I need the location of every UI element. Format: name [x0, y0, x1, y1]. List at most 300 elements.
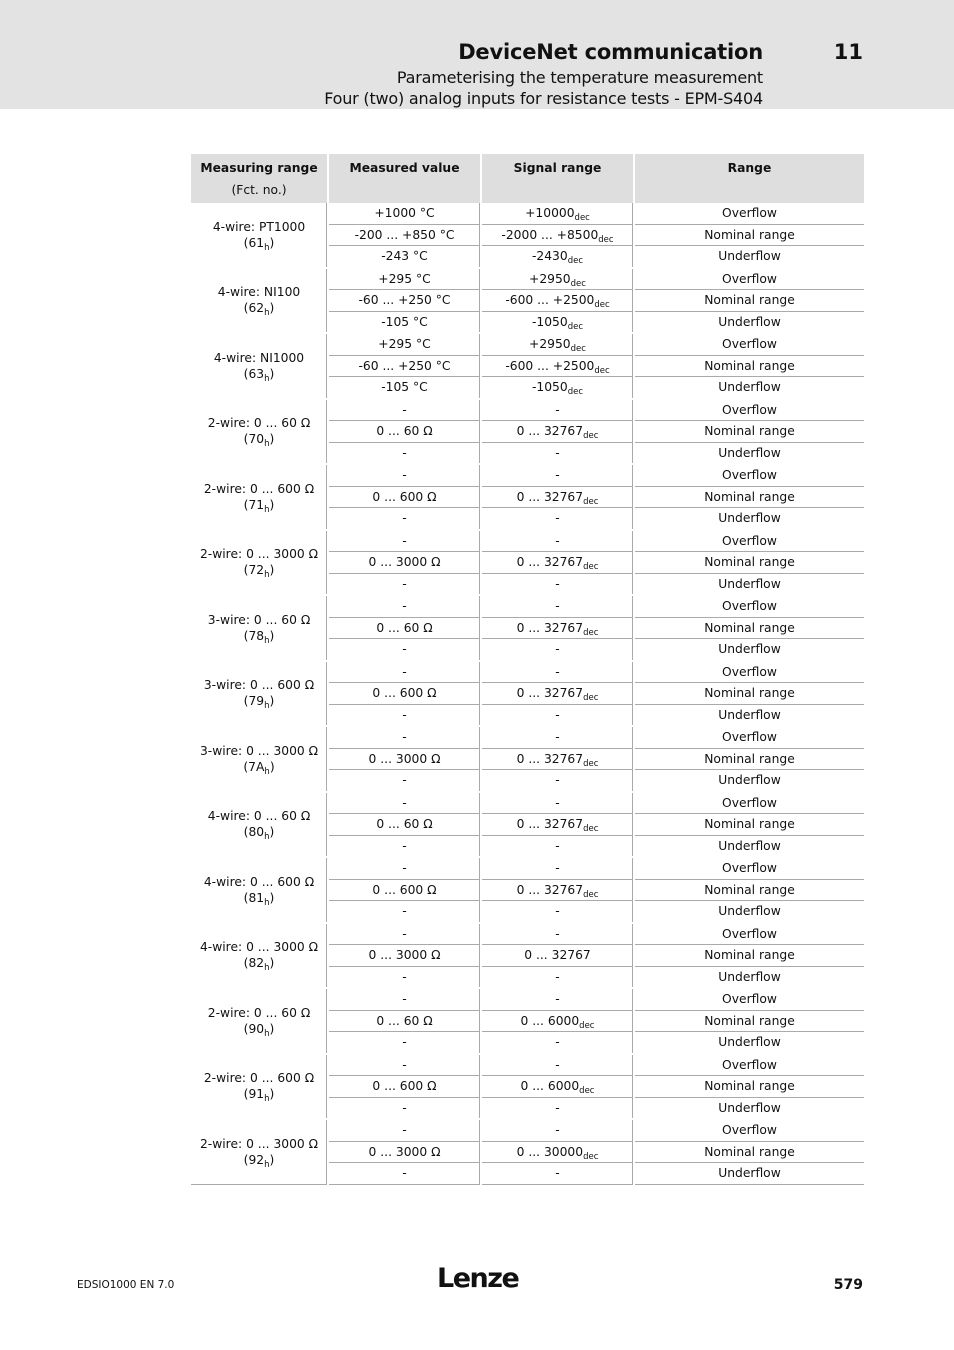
measured-value-cell: -: [328, 1163, 481, 1185]
measured-value-cell: -: [328, 704, 481, 726]
range-cell: Nominal range: [634, 945, 864, 967]
range-cell: Overflow: [634, 464, 864, 486]
function-number-code: 7A: [248, 759, 265, 774]
measured-value-cell: 0 ... 600 Ω: [328, 486, 481, 508]
measuring-range-name: 4-wire: NI1000: [213, 350, 305, 365]
signal-range-value: 0 ... 32767: [516, 882, 584, 897]
signal-range-cell: [481, 988, 634, 1010]
range-cell: Underflow: [634, 835, 864, 857]
signal-range-value: 0 ... 30000: [516, 1144, 584, 1159]
signal-range-cell: [481, 923, 634, 945]
signal-range-cell: [481, 573, 634, 595]
signal-range-cell: [481, 901, 634, 923]
measured-value-cell: -: [328, 442, 481, 464]
function-number-code: 81: [248, 890, 265, 905]
measuring-range-name: 2-wire: 0 ... 3000 Ω: [199, 1136, 319, 1151]
signal-range-cell: [481, 355, 634, 377]
measuring-range-cell: [191, 1054, 328, 1120]
function-number-code: 62: [248, 301, 265, 316]
signal-range-unit: dec: [567, 387, 584, 398]
signal-range-unit: dec: [574, 213, 590, 224]
hex-suffix: h: [264, 1159, 270, 1170]
table-row: [191, 464, 864, 486]
range-cell: Underflow: [634, 1163, 864, 1185]
measured-value-cell: -: [328, 835, 481, 857]
signal-range-unit: dec: [583, 496, 599, 507]
signal-range-cell: [481, 464, 634, 486]
range-cell: Overflow: [634, 595, 864, 617]
signal-range-value: -2430: [531, 249, 568, 264]
measuring-range-name: 3-wire: 0 ... 600 Ω: [203, 678, 315, 693]
signal-range-cell: [481, 661, 634, 683]
range-cell: Underflow: [634, 966, 864, 988]
signal-range-cell: [481, 290, 634, 312]
measured-value-cell: -: [328, 1119, 481, 1141]
subsection-subtitle: Four (two) analog inputs for resistance tests - EPM-S404: [324, 89, 763, 108]
signal-range-value: -600 ... +2500: [505, 358, 595, 373]
measured-value-cell: 0 ... 60 Ω: [328, 1010, 481, 1032]
measured-value-cell: -: [328, 639, 481, 661]
table-row: [191, 595, 864, 617]
measured-value-cell: -: [328, 573, 481, 595]
hex-suffix: h: [264, 766, 270, 777]
hex-suffix: h: [264, 897, 270, 908]
range-cell: Nominal range: [634, 224, 864, 246]
table-row: [191, 333, 864, 355]
range-cell: Overflow: [634, 1119, 864, 1141]
range-cell: Overflow: [634, 923, 864, 945]
range-cell: Nominal range: [634, 683, 864, 705]
hex-suffix: h: [264, 635, 270, 646]
signal-range-value: -: [555, 576, 560, 591]
table-header-row: [191, 154, 864, 203]
signal-range-cell: [481, 552, 634, 574]
measuring-range-cell: [191, 988, 328, 1054]
measuring-range-cell: [191, 464, 328, 530]
measuring-range-cell: [191, 595, 328, 661]
measured-value-cell: 0 ... 600 Ω: [328, 1076, 481, 1098]
signal-range-value: -: [555, 642, 560, 657]
range-cell: Overflow: [634, 268, 864, 290]
measuring-range-cell: [191, 792, 328, 858]
function-number-code: 79: [248, 694, 265, 709]
signal-range-cell: [481, 595, 634, 617]
signal-range-unit: dec: [583, 1151, 599, 1162]
hex-suffix: h: [264, 570, 270, 581]
range-cell: Underflow: [634, 639, 864, 661]
signal-range-unit: dec: [579, 1020, 595, 1031]
range-cell: Overflow: [634, 726, 864, 748]
signal-range-cell: [481, 1141, 634, 1163]
table-row: [191, 726, 864, 748]
signal-range-cell: [481, 1119, 634, 1141]
hex-suffix: h: [264, 1028, 270, 1039]
function-number-code: 72: [248, 563, 265, 578]
range-cell: Nominal range: [634, 486, 864, 508]
hex-suffix: h: [264, 963, 270, 974]
measuring-range-cell: [191, 857, 328, 923]
measuring-range-cell: [191, 726, 328, 792]
range-cell: Overflow: [634, 857, 864, 879]
table-body: [191, 203, 864, 1184]
signal-range-cell: [481, 726, 634, 748]
range-cell: Overflow: [634, 399, 864, 421]
signal-range-value: -: [555, 969, 560, 984]
measured-value-cell: -243 °C: [328, 246, 481, 268]
signal-range-cell: [481, 224, 634, 246]
range-cell: Underflow: [634, 311, 864, 333]
signal-range-cell: [481, 879, 634, 901]
measured-value-cell: 0 ... 60 Ω: [328, 421, 481, 443]
range-cell: Nominal range: [634, 1010, 864, 1032]
function-number-code: 91: [248, 1087, 265, 1102]
signal-range-value: 0 ... 32767: [516, 817, 584, 832]
signal-range-cell: [481, 377, 634, 399]
signal-range-value: -: [555, 1123, 560, 1138]
range-cell: Nominal range: [634, 421, 864, 443]
signal-range-value: -: [555, 664, 560, 679]
measuring-range-cell: [191, 399, 328, 465]
signal-range-value: -600 ... +2500: [505, 293, 595, 308]
function-number: $(72_h)$: [243, 563, 275, 581]
range-cell: Nominal range: [634, 1141, 864, 1163]
page-title: DeviceNet communication: [458, 40, 763, 64]
signal-range-value: 0 ... 32767: [516, 489, 584, 504]
signal-range-unit: dec: [570, 278, 586, 289]
measured-value-cell: 0 ... 3000 Ω: [328, 552, 481, 574]
page-number: 579: [833, 1277, 863, 1293]
signal-range-value: -: [555, 445, 560, 460]
signal-range-value: -: [555, 904, 560, 919]
measuring-range-name: 4-wire: PT1000: [212, 219, 306, 234]
hex-suffix: h: [264, 1094, 270, 1105]
measuring-range-cell: [191, 203, 328, 268]
measured-value-cell: 0 ... 3000 Ω: [328, 1141, 481, 1163]
signal-range-value: -: [555, 1100, 560, 1115]
measuring-range-cell: [191, 661, 328, 727]
table-row: [191, 661, 864, 683]
measuring-range-name: 3-wire: 0 ... 3000 Ω: [199, 743, 319, 758]
hex-suffix: h: [264, 242, 270, 253]
function-number-code: 80: [248, 825, 265, 840]
function-number: $(79_h)$: [243, 694, 275, 712]
hex-suffix: h: [264, 308, 270, 319]
signal-range-value: 0 ... 32767: [516, 620, 584, 635]
measured-value-cell: -105 °C: [328, 311, 481, 333]
table-row: [191, 1054, 864, 1076]
signal-range-unit: dec: [567, 321, 584, 332]
signal-range-value: -: [555, 861, 560, 876]
signal-range-cell: [481, 508, 634, 530]
function-number-code: 92: [248, 1152, 265, 1167]
function-number: $(63_h)$: [243, 366, 275, 384]
range-cell: Nominal range: [634, 879, 864, 901]
function-number: $(91_h)$: [243, 1087, 275, 1105]
function-number: $(90_h)$: [243, 1021, 275, 1039]
measured-value-cell: -: [328, 792, 481, 814]
signal-range-cell: [481, 1076, 634, 1098]
signal-range-value: -: [555, 992, 560, 1007]
signal-range-value: -: [555, 1166, 560, 1181]
range-cell: Overflow: [634, 333, 864, 355]
signal-range-value: -: [555, 926, 560, 941]
range-cell: Nominal range: [634, 814, 864, 836]
signal-range-cell: [481, 311, 634, 333]
measured-value-cell: +1000 °C: [328, 203, 481, 224]
col-header-measuring-range: [191, 154, 328, 203]
signal-range-cell: [481, 683, 634, 705]
measuring-range-cell: [191, 530, 328, 596]
range-cell: Overflow: [634, 1054, 864, 1076]
function-number-code: 71: [248, 497, 265, 512]
measured-value-cell: -: [328, 770, 481, 792]
measured-value-cell: 0 ... 3000 Ω: [328, 748, 481, 770]
signal-range-value: 0 ... 6000: [520, 1079, 580, 1094]
measuring-range-name: 2-wire: 0 ... 60 Ω: [207, 1005, 311, 1020]
measured-value-cell: -: [328, 988, 481, 1010]
signal-range-value: -: [555, 838, 560, 853]
measured-value-cell: -60 ... +250 °C: [328, 355, 481, 377]
measuring-range-cell: [191, 923, 328, 989]
hex-suffix: h: [264, 373, 270, 384]
measuring-range-name: 4-wire: 0 ... 3000 Ω: [199, 940, 319, 955]
hex-suffix: h: [264, 701, 270, 712]
measured-value-cell: -: [328, 595, 481, 617]
measured-value-cell: -: [328, 923, 481, 945]
range-cell: Underflow: [634, 573, 864, 595]
range-cell: Overflow: [634, 203, 864, 224]
measured-value-cell: -: [328, 464, 481, 486]
function-number: $(81_h)$: [243, 890, 275, 908]
measured-value-cell: +295 °C: [328, 268, 481, 290]
function-number-code: 90: [248, 1021, 265, 1036]
signal-range-value: 0 ... 32767: [516, 424, 584, 439]
range-cell: Underflow: [634, 377, 864, 399]
signal-range-unit: dec: [583, 431, 599, 442]
range-cell: Overflow: [634, 530, 864, 552]
signal-range-unit: dec: [583, 889, 599, 900]
signal-range-value: +2950: [529, 271, 571, 286]
signal-range-cell: [481, 814, 634, 836]
measured-value-cell: +295 °C: [328, 333, 481, 355]
table-row: [191, 857, 864, 879]
signal-range-value: -: [555, 599, 560, 614]
signal-range-cell: [481, 748, 634, 770]
hex-suffix: h: [264, 504, 270, 515]
range-cell: Underflow: [634, 246, 864, 268]
measured-value-cell: -: [328, 726, 481, 748]
signal-range-cell: [481, 333, 634, 355]
range-cell: Nominal range: [634, 748, 864, 770]
col-header-measured-value: Measured value: [328, 154, 481, 203]
hex-suffix: h: [264, 832, 270, 843]
signal-range-cell: [481, 770, 634, 792]
signal-range-value: -: [555, 468, 560, 483]
measured-value-cell: -105 °C: [328, 377, 481, 399]
function-number: $(7A_h)$: [243, 759, 275, 777]
table-row: [191, 399, 864, 421]
signal-range-cell: [481, 639, 634, 661]
signal-range-unit: dec: [598, 234, 614, 245]
section-subtitle: Parameterising the temperature measurement: [396, 68, 763, 87]
range-cell: Underflow: [634, 1097, 864, 1119]
measured-value-cell: 0 ... 60 Ω: [328, 814, 481, 836]
function-number-code: 63: [248, 366, 265, 381]
signal-range-cell: [481, 530, 634, 552]
measured-value-cell: -: [328, 399, 481, 421]
function-number: $(92_h)$: [243, 1152, 275, 1170]
hex-suffix: h: [264, 439, 270, 450]
col-header-signal-range: Signal range: [481, 154, 634, 203]
range-cell: Underflow: [634, 1032, 864, 1054]
signal-range-value: -: [555, 730, 560, 745]
signal-range-unit: dec: [583, 693, 599, 704]
range-cell: Nominal range: [634, 617, 864, 639]
measuring-range-name: 2-wire: 0 ... 60 Ω: [207, 416, 311, 431]
signal-range-value: -: [555, 795, 560, 810]
table-row: [191, 988, 864, 1010]
function-number: $(82_h)$: [243, 956, 275, 974]
signal-range-value: -1050: [531, 314, 568, 329]
measuring-range-table: [191, 154, 864, 1185]
signal-range-unit: dec: [583, 758, 599, 769]
measuring-range-cell: [191, 333, 328, 399]
signal-range-cell: [481, 421, 634, 443]
col-header-range: Range: [634, 154, 864, 203]
signal-range-value: -: [555, 511, 560, 526]
measuring-range-name: 3-wire: 0 ... 60 Ω: [207, 612, 311, 627]
measuring-range-cell: [191, 1119, 328, 1184]
signal-range-unit: dec: [579, 1086, 595, 1097]
signal-range-cell: [481, 1097, 634, 1119]
signal-range-unit: dec: [583, 627, 599, 638]
signal-range-value: -: [555, 402, 560, 417]
function-number: $(61_h)$: [243, 235, 275, 253]
lenze-logo: Lenze: [437, 1263, 519, 1294]
range-cell: Underflow: [634, 770, 864, 792]
signal-range-cell: [481, 617, 634, 639]
measuring-range-name: 4-wire: NI100: [217, 285, 301, 300]
table-row: [191, 923, 864, 945]
signal-range-value: -: [555, 773, 560, 788]
signal-range-value: -2000 ... +8500: [501, 227, 599, 242]
signal-range-cell: [481, 1032, 634, 1054]
signal-range-cell: [481, 1010, 634, 1032]
signal-range-value: -: [555, 1057, 560, 1072]
range-cell: Nominal range: [634, 290, 864, 312]
measured-value-cell: -: [328, 1054, 481, 1076]
signal-range-value: +2950: [529, 337, 571, 352]
signal-range-cell: [481, 1054, 634, 1076]
range-cell: Underflow: [634, 704, 864, 726]
table-row: [191, 792, 864, 814]
measured-value-cell: 0 ... 600 Ω: [328, 683, 481, 705]
signal-range-cell: [481, 486, 634, 508]
range-cell: Nominal range: [634, 355, 864, 377]
signal-range-cell: [481, 399, 634, 421]
measured-value-cell: -: [328, 966, 481, 988]
signal-range-cell: [481, 966, 634, 988]
function-number: $(71_h)$: [243, 497, 275, 515]
measured-value-cell: -: [328, 1097, 481, 1119]
function-number: $(70_h)$: [243, 432, 275, 450]
signal-range-unit: dec: [583, 562, 599, 573]
range-cell: Overflow: [634, 988, 864, 1010]
signal-range-cell: [481, 246, 634, 268]
signal-range-value: 0 ... 32767: [516, 555, 584, 570]
range-cell: Underflow: [634, 901, 864, 923]
col-header-fct-no-label: (Fct. no.): [231, 183, 287, 197]
signal-range-value: 0 ... 32767: [516, 686, 584, 701]
range-cell: Nominal range: [634, 1076, 864, 1098]
measured-value-cell: 0 ... 600 Ω: [328, 879, 481, 901]
signal-range-unit: dec: [594, 300, 610, 311]
measuring-range-name: 4-wire: 0 ... 60 Ω: [207, 809, 311, 824]
signal-range-value: -: [555, 707, 560, 722]
signal-range-cell: [481, 268, 634, 290]
table-row: [191, 203, 864, 224]
measured-value-cell: -: [328, 901, 481, 923]
signal-range-cell: [481, 792, 634, 814]
col-header-measuring-range-label: Measuring range: [200, 161, 318, 175]
range-cell: Underflow: [634, 508, 864, 530]
measured-value-cell: -200 ... +850 °C: [328, 224, 481, 246]
measured-value-cell: -: [328, 530, 481, 552]
measured-value-cell: 0 ... 60 Ω: [328, 617, 481, 639]
measuring-range-name: 2-wire: 0 ... 600 Ω: [203, 1071, 315, 1086]
measured-value-cell: 0 ... 3000 Ω: [328, 945, 481, 967]
measuring-range-cell: [191, 268, 328, 334]
measured-value-cell: -: [328, 508, 481, 530]
table-row: [191, 1119, 864, 1141]
measured-value-cell: -: [328, 661, 481, 683]
signal-range-cell: [481, 442, 634, 464]
measured-value-cell: -: [328, 857, 481, 879]
chapter-number: 11: [833, 40, 863, 64]
table-row: [191, 530, 864, 552]
function-number: $(80_h)$: [243, 825, 275, 843]
function-number: $(62_h)$: [243, 301, 275, 319]
signal-range-value: 0 ... 6000: [520, 1013, 580, 1028]
measured-value-cell: -: [328, 1032, 481, 1054]
function-number-code: 61: [248, 235, 265, 250]
signal-range-value: 0 ... 32767: [516, 751, 584, 766]
signal-range-value: -1050: [531, 380, 568, 395]
signal-range-cell: [481, 704, 634, 726]
range-cell: Underflow: [634, 442, 864, 464]
signal-range-cell: [481, 945, 634, 967]
table-row: [191, 268, 864, 290]
measured-value-cell: -60 ... +250 °C: [328, 290, 481, 312]
measuring-range-name: 2-wire: 0 ... 600 Ω: [203, 481, 315, 496]
range-cell: Overflow: [634, 792, 864, 814]
signal-range-cell: [481, 1163, 634, 1185]
signal-range-unit: dec: [594, 365, 610, 376]
signal-range-cell: [481, 835, 634, 857]
measuring-range-name: 2-wire: 0 ... 3000 Ω: [199, 547, 319, 562]
function-number: $(78_h)$: [243, 628, 275, 646]
signal-range-unit: dec: [570, 344, 586, 355]
range-cell: Nominal range: [634, 552, 864, 574]
signal-range-value: -: [555, 533, 560, 548]
signal-range-value: -: [555, 1035, 560, 1050]
measuring-range-name: 4-wire: 0 ... 600 Ω: [203, 874, 315, 889]
signal-range-unit: dec: [567, 256, 584, 267]
function-number-code: 78: [248, 628, 265, 643]
document-id: EDSIO1000 EN 7.0: [77, 1279, 175, 1291]
function-number-code: 70: [248, 432, 265, 447]
signal-range-unit: dec: [583, 824, 599, 835]
